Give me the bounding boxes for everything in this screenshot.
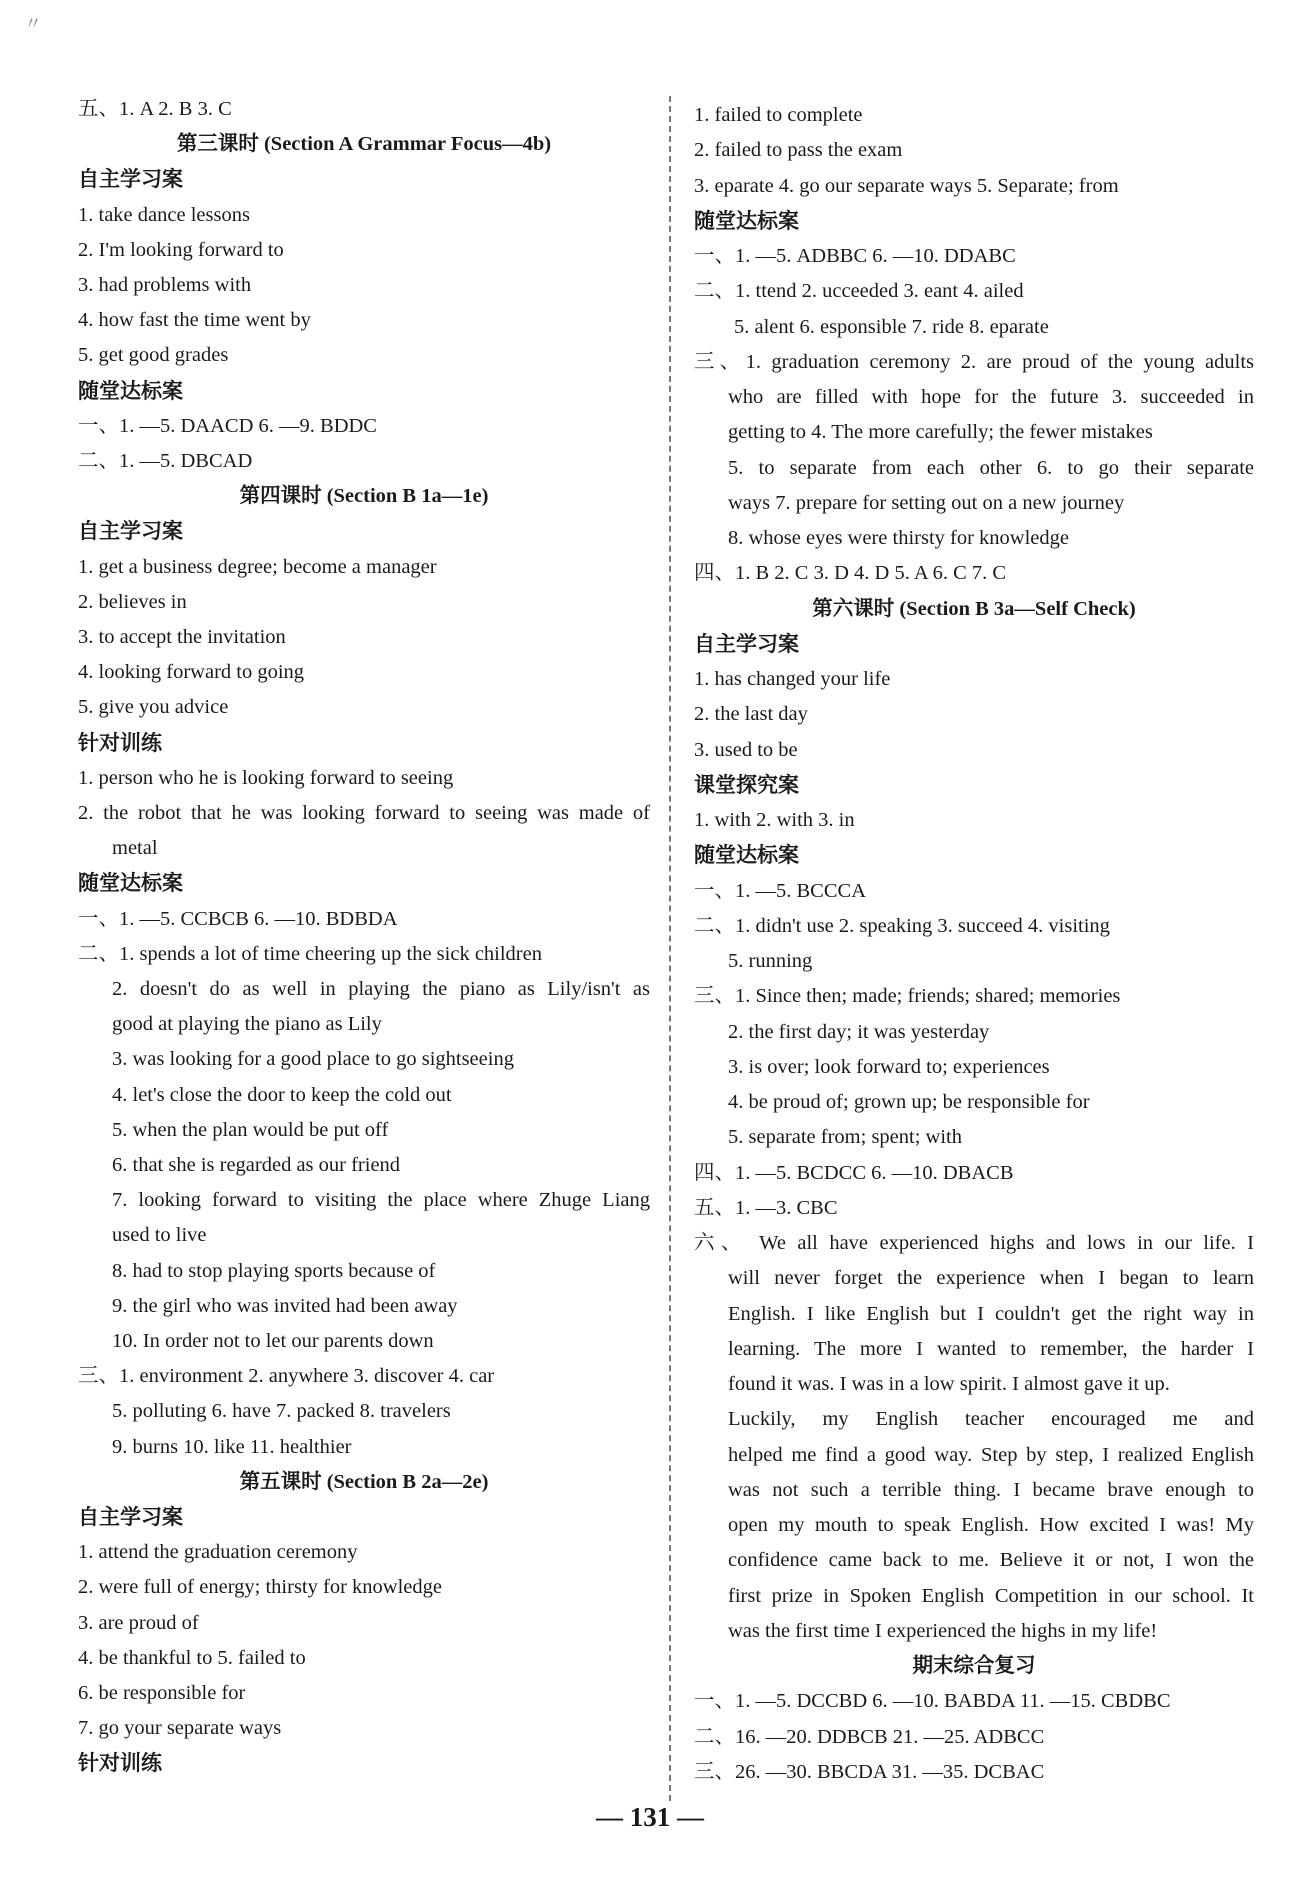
answer-line: 5. to separate from each other 6. to go their separate <box>728 456 1254 479</box>
answer-line: 5. get good grades <box>78 344 229 367</box>
answer-line: 2. the first day; it was yesterday <box>728 1020 990 1043</box>
answer-line: 一、1. —5. BCCCA <box>694 879 866 902</box>
answer-line: ways 7. prepare for setting out on a new journey <box>728 491 1125 514</box>
answer-line: 三、1. graduation ceremony 2. are proud of the young adults <box>694 350 1254 373</box>
answer-line: 2. failed to pass the exam <box>694 139 903 162</box>
answer-line: 5. alent 6. esponsible 7. ride 8. eparate <box>734 315 1049 338</box>
answer-line: good at playing the piano as Lily <box>112 1013 382 1036</box>
answer-line: 2. believes in <box>78 590 187 613</box>
answer-line: 1. person who he is looking forward to seeing <box>78 766 454 789</box>
answer-line: 4. how fast the time went by <box>78 309 311 332</box>
answer-line: learning. The more I wanted to remember, the harder I <box>728 1337 1254 1360</box>
section-heading: 自主学习案 <box>78 167 183 192</box>
section-heading: 课堂探究案 <box>694 772 799 797</box>
answer-line: helped me find a good way. Step by step, I realized English <box>728 1443 1254 1466</box>
answer-line: 六、 We all have experienced highs and lows in our life. I <box>694 1232 1254 1254</box>
answer-line: 1. get a business degree; become a manager <box>78 555 437 578</box>
answer-line: 二、1. ttend 2. ucceeded 3. eant 4. ailed <box>694 280 1024 303</box>
answer-line: 10. In order not to let our parents down <box>112 1330 434 1352</box>
answer-line: 1. take dance lessons <box>78 203 250 226</box>
answer-line: 3. used to be <box>694 738 798 761</box>
answer-line: 二、1. spends a lot of time cheering up the sick children <box>78 942 542 965</box>
answer-line: 5. give you advice <box>78 696 229 719</box>
answer-line: 6. be responsible for <box>78 1682 246 1704</box>
answer-line: 四、1. B 2. C 3. D 4. D 5. A 6. C 7. C <box>694 562 1007 585</box>
answer-line: was the first time I experienced the highs in my life! <box>728 1619 1158 1642</box>
corner-mark: 〃 <box>24 14 42 34</box>
answer-line: 一、1. —5. CCBCB 6. —10. BDBDA <box>78 907 398 930</box>
answer-line: used to live <box>112 1224 207 1247</box>
answer-line: 9. the girl who was invited had been away <box>112 1294 458 1317</box>
answer-line: 4. be proud of; grown up; be responsible for <box>728 1091 1090 1113</box>
answer-line: 三、1. Since then; made; friends; shared; memories <box>694 985 1121 1008</box>
answer-line: confidence came back to me. Believe it or not, I won the <box>728 1549 1254 1572</box>
answer-line: first prize in Spoken English Competition in our school. It <box>728 1584 1254 1607</box>
answer-line: 7. go your separate ways <box>78 1717 282 1740</box>
answer-line: Luckily, my English teacher encouraged me and <box>728 1408 1254 1431</box>
answer-line: 7. looking forward to visiting the place where Zhuge Liang <box>112 1189 650 1212</box>
section-heading: 随堂达标案 <box>78 871 183 896</box>
answer-line: 2. I'm looking forward to <box>78 238 284 261</box>
answer-line: 5. polluting 6. have 7. packed 8. travelers <box>112 1400 451 1423</box>
answer-line: 4. looking forward to going <box>78 661 305 684</box>
section-heading: 针对训练 <box>78 730 162 755</box>
section-title: 第五课时 (Section B 2a—2e) <box>239 1470 489 1493</box>
answer-line: will never forget the experience when I began to learn <box>728 1267 1254 1290</box>
answer-line: 二、1. didn't use 2. speaking 3. succeed 4. visiting <box>694 914 1110 937</box>
answer-line: getting to 4. The more carefully; the fewer mistakes <box>728 421 1153 444</box>
answer-line: 3. was looking for a good place to go sightseeing <box>112 1048 514 1071</box>
answer-line: 二、1. —5. DBCAD <box>78 450 253 472</box>
section-heading: 随堂达标案 <box>694 208 799 233</box>
section-heading: 自主学习案 <box>694 631 799 656</box>
answer-line: 四、1. —5. BCDCC 6. —10. DBACB <box>694 1161 1014 1184</box>
answer-line: 二、16. —20. DDBCB 21. —25. ADBCC <box>694 1725 1045 1748</box>
answer-line: 五、1. —3. CBC <box>694 1196 838 1219</box>
answer-line: 2. the robot that he was looking forward to seeing was made of <box>78 802 650 824</box>
section-title: 第四课时 (Section B 1a—1e) <box>239 485 489 508</box>
answer-line: 1. failed to complete <box>694 104 863 126</box>
answer-line: who are filled with hope for the future 3. succeeded in <box>728 386 1254 408</box>
answer-line: 4. let's close the door to keep the cold out <box>112 1083 452 1106</box>
section-heading: 自主学习案 <box>78 519 183 544</box>
section-title: 期末综合复习 <box>912 1655 1036 1677</box>
answer-line: 2. doesn't do as well in playing the piano as Lily/isn't as <box>112 978 650 1000</box>
answer-line: 五、1. A 2. B 3. C <box>78 98 232 120</box>
answer-line: 8. whose eyes were thirsty for knowledge <box>728 527 1070 549</box>
answer-line: 6. that she is regarded as our friend <box>112 1154 401 1176</box>
answer-line: 3. had problems with <box>78 274 252 296</box>
answer-line: 3. are proud of <box>78 1611 199 1634</box>
answer-line: 一、1. —5. DCCBD 6. —10. BABDA 11. —15. CBDBC <box>694 1690 1171 1713</box>
answer-line: English. I like English but I couldn't get the right way in <box>728 1302 1254 1325</box>
answer-line: 4. be thankful to 5. failed to <box>78 1646 306 1669</box>
section-heading: 针对训练 <box>78 1751 162 1776</box>
answer-line: 1. attend the graduation ceremony <box>78 1541 358 1564</box>
answer-line: metal <box>112 837 158 860</box>
section-heading: 自主学习案 <box>78 1505 183 1529</box>
answer-line: 1. with 2. with 3. in <box>694 809 855 831</box>
answer-line: 1. has changed your life <box>694 668 891 690</box>
section-title: 第六课时 (Section B 3a—Self Check) <box>812 597 1136 620</box>
answer-line: 2. were full of energy; thirsty for knowledge <box>78 1576 442 1599</box>
answer-line: 3. is over; look forward to; experiences <box>728 1055 1050 1078</box>
answer-line: 一、1. —5. DAACD 6. —9. BDDC <box>78 414 377 437</box>
answer-line: 一、1. —5. ADBBC 6. —10. DDABC <box>694 245 1016 267</box>
answer-line: 三、26. —30. BBCDA 31. —35. DCBAC <box>694 1760 1045 1783</box>
answer-line: 8. had to stop playing sports because of <box>112 1259 436 1282</box>
section-heading: 随堂达标案 <box>78 378 183 403</box>
answer-line: 3. eparate 4. go our separate ways 5. Separate; from <box>694 174 1119 197</box>
section-heading: 随堂达标案 <box>694 843 799 868</box>
answer-line: 9. burns 10. like 11. healthier <box>112 1435 352 1458</box>
answer-line: found it was. I was in a low spirit. I almost gave it up. <box>728 1373 1170 1395</box>
answer-line: 5. when the plan would be put off <box>112 1118 389 1141</box>
answer-line: 三、1. environment 2. anywhere 3. discover 4. car <box>78 1365 495 1388</box>
page-number: — 131 — <box>596 1802 704 1832</box>
answer-line: 5. running <box>728 950 813 972</box>
answer-line: was not such a terrible thing. I became brave enough to <box>728 1478 1254 1501</box>
answer-line: 5. separate from; spent; with <box>728 1126 962 1149</box>
answer-line: open my mouth to speak English. How excited I was! My <box>728 1514 1254 1536</box>
column-divider <box>669 96 671 1801</box>
answer-line: 2. the last day <box>694 703 808 726</box>
section-title: 第三课时 (Section A Grammar Focus—4b) <box>176 133 552 156</box>
answer-line: 3. to accept the invitation <box>78 626 286 648</box>
